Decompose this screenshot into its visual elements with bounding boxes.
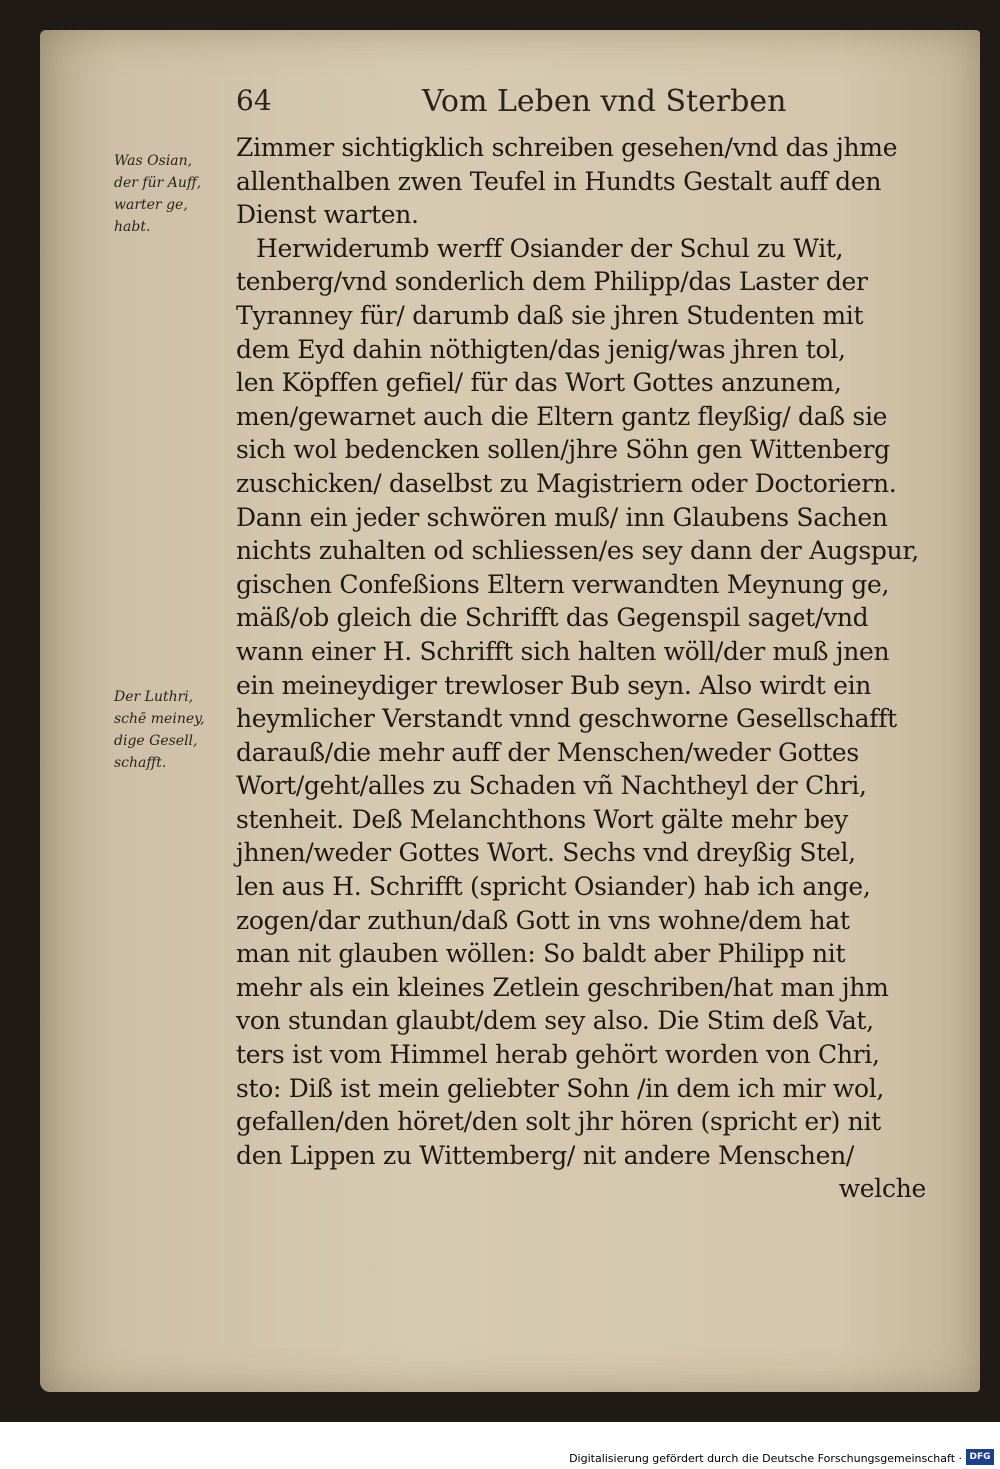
text-line: allenthalben zwen Teufel in Hundts Gestalt auff den: [236, 166, 882, 196]
text-line: Herwiderumb werff Osiander der Schul zu Wit,: [256, 233, 844, 263]
text-line: tenberg/vnd sonderlich dem Philipp/das Laster der: [236, 267, 868, 297]
dfg-logo: DFG: [966, 1449, 994, 1465]
text-line: len Köpffen gefiel/ für das Wort Gottes anzunem,: [236, 368, 842, 398]
text-line: jhnen/weder Gottes Wort. Sechs vnd dreyßig Stel,: [236, 838, 856, 868]
text-line: man nit glauben wöllen: So baldt aber Philipp nit: [236, 939, 846, 969]
page-header: [236, 84, 787, 124]
text-line: stenheit. Deß Melanchthons Wort gälte mehr bey: [236, 804, 848, 834]
text-line: gefallen/den höret/den solt jhr hören (spricht er) nit: [236, 1107, 881, 1137]
text-line: men/gewarnet auch die Eltern gantz fleyßig/ daß sie: [236, 401, 888, 431]
text-line: sto: Diß ist mein geliebter Sohn /in dem ich mir wol,: [236, 1073, 885, 1103]
body-text: [236, 131, 936, 1206]
text-line: mäß/ob gleich die Schrifft das Gegenspil saget/vnd: [236, 603, 869, 633]
funding-credit: Digitalisierung gefördert durch die Deutsche Forschungsgemeinschaft ·: [569, 1452, 962, 1465]
text-line: sich wol bedencken sollen/jhre Söhn gen Wittenberg: [236, 435, 890, 465]
text-line: von stundan glaubt/dem sey also. Die Stim deß Vat,: [236, 1006, 874, 1036]
text-line: den Lippen zu Wittemberg/ nit andere Menschen/: [236, 1140, 855, 1170]
text-line: Dienst warten.: [236, 200, 419, 230]
text-line: nichts zuhalten od schliessen/es sey dann der Augspur,: [236, 536, 919, 566]
text-line: wann einer H. Schrifft sich halten wöll/der muß jnen: [236, 636, 890, 666]
margin-note-line: schē meiney,: [114, 711, 205, 727]
margin-note-line: warter ge,: [114, 197, 188, 213]
page-number: 64: [236, 84, 272, 117]
margin-note-line: Was Osian,: [114, 153, 193, 169]
text-line: zuschicken/ daselbst zu Magistriern oder Doctoriern.: [236, 468, 897, 498]
text-line: zogen/dar zuthun/daß Gott in vns wohne/dem hat: [236, 905, 850, 935]
text-line: mehr als ein kleines Zetlein geschriben/hat man jhm: [236, 972, 889, 1002]
text-line: len aus H. Schrifft (spricht Osiander) hab ich ange,: [236, 872, 871, 902]
footer-bar: [0, 1422, 1000, 1469]
margin-note-line: schafft.: [114, 755, 167, 771]
margin-note-line: Der Luthri,: [114, 689, 194, 705]
margin-note-line: habt.: [114, 219, 151, 235]
text-line: Wort/geht/alles zu Schaden vñ Nachtheyl der Chri,: [236, 771, 867, 801]
text-line: darauß/die mehr auff der Menschen/weder Gottes: [236, 737, 859, 767]
text-line: ein meineydiger trewloser Bub seyn. Also wirdt ein: [236, 670, 872, 700]
text-line: dem Eyd dahin nöthigten/das jenig/was jhren tol,: [236, 334, 846, 364]
text-line: Zimmer sichtigklich schreiben gesehen/vnd das jhme: [236, 133, 898, 162]
margin-note-lutheran: [114, 686, 234, 774]
text-line: Dann ein jeder schwören muß/ inn Glaubens Sachen: [236, 502, 888, 532]
text-line: Tyranney für/ darumb daß sie jhren Studenten mit: [236, 300, 864, 330]
running-title: Vom Leben vnd Sterben: [422, 84, 787, 119]
catchword: welche: [838, 1174, 926, 1204]
margin-note-osiander: [114, 150, 234, 238]
margin-note-line: der für Auff,: [114, 175, 202, 191]
text-line: heymlicher Verstandt vnnd geschworne Gesellschafft: [236, 704, 897, 734]
margin-note-line: dige Gesell,: [114, 733, 198, 749]
text-line: gischen Confeßions Eltern verwandten Meynung ge,: [236, 569, 890, 599]
text-line: ters ist vom Himmel herab gehört worden von Chri,: [236, 1040, 880, 1070]
